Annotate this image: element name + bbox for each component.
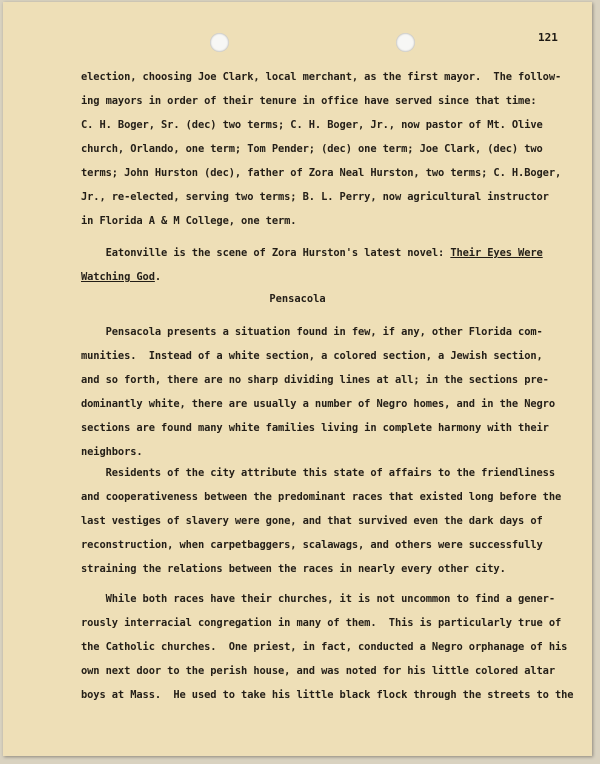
text-line: reconstruction, when carpetbaggers, scalawags, and others were successfully [81, 539, 543, 551]
text-line [81, 271, 161, 283]
text-line: last vestiges of slavery were gone, and that survived even the dark days of [81, 515, 543, 527]
text-line: own next door to the perish house, and was noted for his little colored altar [81, 665, 555, 677]
punch-hole-left [210, 33, 229, 52]
text-line: church, Orlando, one term; Tom Pender; (dec) one term; Joe Clark, (dec) two [81, 143, 543, 155]
section-heading: Pensacola [269, 293, 326, 305]
text-line: terms; John Hurston (dec), father of Zora Neal Hurston, two terms; C. H.Boger, [81, 167, 562, 179]
text-line: sections are found many white families living in complete harmony with their [81, 422, 549, 434]
text-line: Pensacola presents a situation found in few, if any, other Florida com- [81, 326, 543, 338]
page-number: 121 [538, 31, 558, 44]
text-line [81, 247, 543, 259]
text-line: straining the relations between the races in nearly every other city. [81, 563, 506, 575]
text-span: Eatonville is the scene of Zora Hurston's latest novel: [81, 247, 451, 259]
punch-hole-right [396, 33, 415, 52]
text-line: munities. Instead of a white section, a colored section, a Jewish section, [81, 350, 543, 362]
text-line: C. H. Boger, Sr. (dec) two terms; C. H. Boger, Jr., now pastor of Mt. Olive [81, 119, 543, 131]
text-line: Residents of the city attribute this state of affairs to the friendliness [81, 467, 555, 479]
text-line: ing mayors in order of their tenure in office have served since that time: [81, 95, 537, 107]
text-line: in Florida A & M College, one term. [81, 215, 297, 227]
text-line: neighbors. [81, 446, 143, 458]
text-line: and cooperativeness between the predominant races that existed long before the [81, 491, 562, 503]
document-page [3, 2, 592, 756]
text-line: the Catholic churches. One priest, in fact, conducted a Negro orphanage of his [81, 641, 568, 653]
novel-title: Watching God [81, 271, 155, 283]
text-line: Jr., re-elected, serving two terms; B. L. Perry, now agricultural instructor [81, 191, 549, 203]
text-line: election, choosing Joe Clark, local merchant, as the first mayor. The follow- [81, 71, 562, 83]
text-line: While both races have their churches, it is not uncommon to find a gener- [81, 593, 555, 605]
text-line: boys at Mass. He used to take his little black flock through the streets to the [81, 689, 574, 701]
text-line: and so forth, there are no sharp dividing lines at all; in the sections pre- [81, 374, 549, 386]
novel-title: Their Eyes Were [450, 247, 543, 259]
text-line: dominantly white, there are usually a number of Negro homes, and in the Negro [81, 398, 555, 410]
text-span: . [154, 271, 162, 283]
text-line: rously interracial congregation in many of them. This is particularly true of [81, 617, 562, 629]
